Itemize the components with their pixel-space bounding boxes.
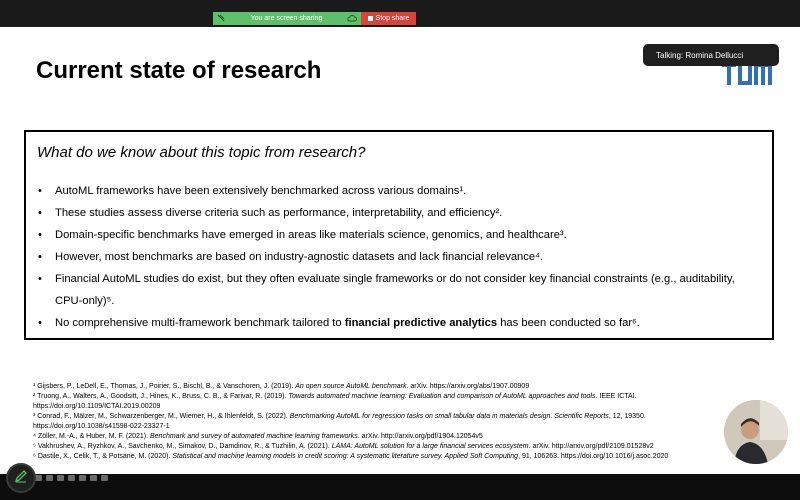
share-status-text: You are screen sharing (250, 15, 323, 22)
toolbar-icon[interactable] (46, 475, 53, 481)
toolbar-icons (35, 474, 108, 482)
screen-share-icon (217, 14, 226, 24)
footnote-2-link: https://doi.org/10.1109/ICTAI.2019.00209 (33, 403, 161, 410)
slide-title: Current state of research (36, 57, 322, 84)
footnote-2 (33, 392, 733, 402)
bullet-item: • However, most benchmarks are based on industry-agnostic datasets and lack financial relevance⁴. (38, 246, 758, 268)
footnote-3 (33, 412, 733, 422)
talking-indicator (643, 44, 779, 66)
footnotes (33, 382, 733, 462)
share-status (213, 12, 361, 25)
toolbar-icon[interactable] (90, 475, 97, 481)
footnote-title: Benchmark and survey of automated machine learning frameworks (150, 433, 358, 440)
footnote-source: , 12, 19350. (608, 413, 646, 420)
top-bar (0, 0, 800, 27)
footnote-title: An open source AutoML benchmark (295, 383, 407, 390)
bullet-item: • AutoML frameworks have been extensively benchmarked across various domains¹. (38, 180, 758, 202)
toolbar-icon[interactable] (35, 475, 42, 481)
toolbar-icon[interactable] (68, 475, 75, 481)
bottom-bar (0, 474, 800, 500)
annotate-button[interactable] (6, 463, 36, 493)
participant-video[interactable] (724, 400, 788, 464)
footnote-5 (33, 442, 733, 452)
screen-share-bar (213, 12, 416, 25)
footnote-title: Benchmarking AutoML for regression tasks on small tabular data in materials design. Scientific Reports (289, 413, 609, 420)
bullet-item: • These studies assess diverse criteria such as performance, interpretability, and efficiency². (38, 202, 758, 224)
bullet-list (38, 180, 758, 334)
pencil-icon (14, 469, 28, 488)
footnote-1 (33, 382, 733, 392)
footnote-6 (33, 452, 733, 462)
bullet-item: • Financial AutoML studies do exist, but they often evaluate single frameworks or do not consider key financial constraints (e.g., auditability, CPU-only)⁵. (38, 268, 758, 312)
footnote-title: Towards automated machine learning: Evaluation and comparison of AutoML approaches and tools (288, 393, 596, 400)
cloud-check-icon (347, 14, 357, 24)
footnote-source: . arXiv. http://arxiv.org/pdf/2109.01528v2 (528, 443, 654, 450)
footnote-source: . IEEE ICTAI. (595, 393, 637, 400)
footnote-source: . arXiv. https://arxiv.org/abs/1907.00909 (406, 383, 530, 390)
footnote-text: ⁴ Zöller, M.-A., & Huber, M. F. (2021). (33, 433, 150, 440)
presentation-slide (0, 27, 800, 474)
toolbar-icon[interactable] (101, 475, 108, 481)
footnote-text: ² Truong, A., Walters, A., Goodsitt, J., Hines, K., Bruss, C. B., & Farivar, R. (2019). (33, 393, 289, 400)
toolbar-icon[interactable] (57, 475, 64, 481)
footnote-title: LAMA: AutoML solution for a large financial services ecosystem (331, 443, 529, 450)
content-box (24, 130, 774, 340)
footnote-title: Statistical and machine learning models in credit scoring: A systematic literature survey. Applied Soft Computing (172, 453, 519, 460)
stop-square-icon (368, 16, 373, 21)
footnote-text: ¹ Gijsbers, P., LeDell, E., Thomas, J., Poirier, S., Bischl, B., & Vanschoren, J. (2019). (33, 383, 296, 390)
bullet-item: • Domain-specific benchmarks have emerged in areas like materials science, genomics, and healthcare³. (38, 224, 758, 246)
stop-share-button[interactable] (361, 12, 416, 25)
footnote-source: . arXiv. http://arxiv.org/pdf/1904.12054v5 (357, 433, 483, 440)
footnote-text: ⁶ Dastile, X., Celik, T., & Potsane, M. (2020). (33, 453, 173, 460)
footnote-text: ³ Conrad, F., Mälzer, M., Schwarzenberger, M., Wiemer, H., & Ihlenfeldt, S. (2022). (33, 413, 290, 420)
bullet-prefix: No comprehensive multi-framework benchmark tailored to (55, 317, 345, 329)
toolbar-icon[interactable] (79, 475, 86, 481)
footnote-3-link: https://doi.org/10.1038/s41598-022-23327-1 (33, 423, 170, 430)
footnote-text: ⁵ Vakhrushev, A., Ryzhkov, A., Savchenko, M., Simakov, D., Damdinov, R., & Tuzhilin, A. (2021). (33, 443, 332, 450)
bullet-bold: financial predictive analytics (344, 317, 498, 329)
university-logo (722, 63, 772, 85)
footnote-4 (33, 432, 733, 442)
footnote-source: , 91, 106263. https://doi.org/10.1016/j.asoc.2020 (518, 453, 669, 460)
stop-share-label: Stop share (375, 15, 410, 22)
bullet-suffix: has been conducted so far⁶. (497, 317, 640, 329)
talking-label: Talking: Romina Dellucci (656, 50, 744, 60)
participant-avatar (724, 400, 788, 464)
slide-question: What do we know about this topic from research? (37, 144, 366, 161)
bullet-item-last (38, 312, 758, 334)
